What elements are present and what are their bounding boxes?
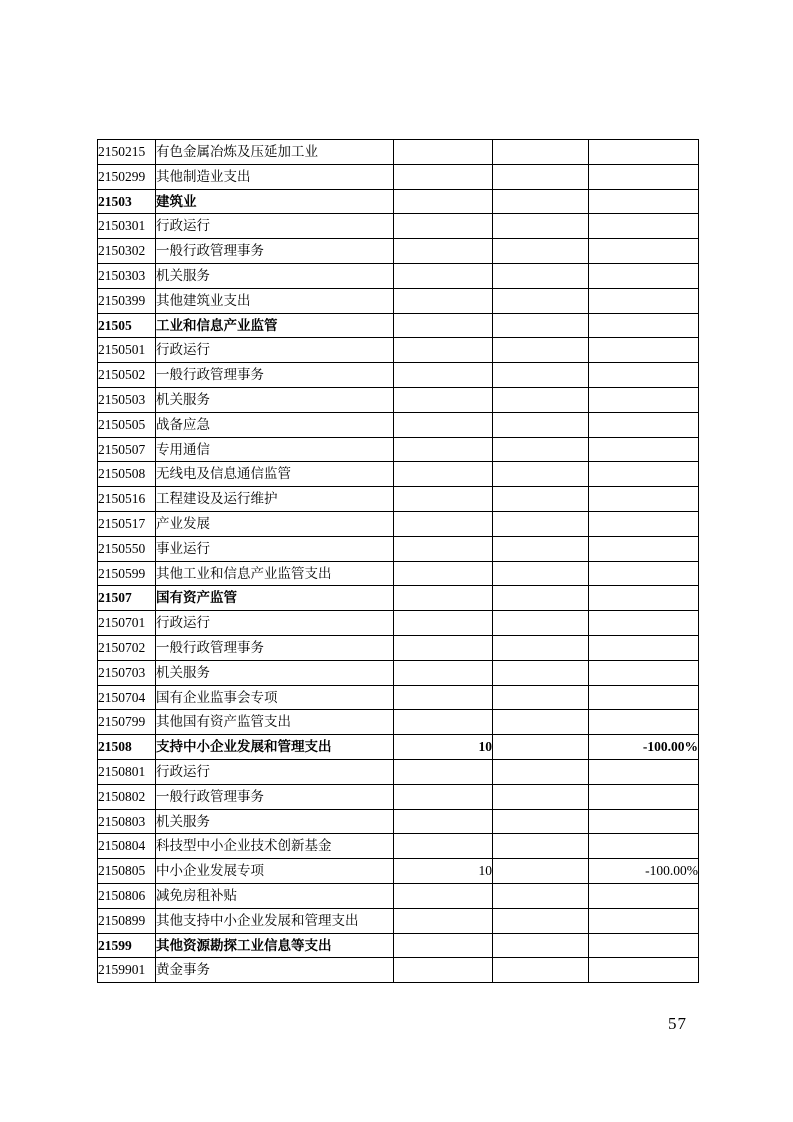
amount-cell: [394, 784, 493, 809]
table-row: [98, 611, 699, 636]
amount-cell: [394, 635, 493, 660]
amount-cell: [394, 239, 493, 264]
budget-code-cell: 21508: [98, 735, 156, 760]
budget-code-cell: 2150501: [98, 338, 156, 363]
empty-cell: [493, 140, 589, 165]
budget-code-cell: 2150507: [98, 437, 156, 462]
table-row: [98, 387, 699, 412]
amount-cell: [394, 660, 493, 685]
empty-cell: [493, 710, 589, 735]
percent-cell: [589, 759, 699, 784]
percent-cell: [589, 834, 699, 859]
budget-code-cell: 2150508: [98, 462, 156, 487]
budget-name-cell: 建筑业: [156, 189, 394, 214]
budget-name-cell: 无线电及信息通信监管: [156, 462, 394, 487]
empty-cell: [493, 859, 589, 884]
amount-cell: [394, 933, 493, 958]
budget-code-cell: 2150302: [98, 239, 156, 264]
percent-cell: [589, 561, 699, 586]
budget-code-cell: 2150805: [98, 859, 156, 884]
table-row: [98, 883, 699, 908]
empty-cell: [493, 561, 589, 586]
budget-code-cell: 2150517: [98, 511, 156, 536]
percent-cell: [589, 363, 699, 388]
budget-code-cell: 2150799: [98, 710, 156, 735]
budget-code-cell: 2150703: [98, 660, 156, 685]
budget-name-cell: 行政运行: [156, 214, 394, 239]
percent-cell: [589, 511, 699, 536]
budget-name-cell: 其他资源勘探工业信息等支出: [156, 933, 394, 958]
budget-code-cell: 2150215: [98, 140, 156, 165]
budget-name-cell: 中小企业发展专项: [156, 859, 394, 884]
percent-cell: [589, 933, 699, 958]
percent-cell: [589, 635, 699, 660]
percent-cell: [589, 412, 699, 437]
budget-table: [97, 139, 699, 983]
amount-cell: [394, 685, 493, 710]
budget-code-cell: 21505: [98, 313, 156, 338]
amount-cell: [394, 313, 493, 338]
amount-cell: [394, 189, 493, 214]
budget-name-cell: 工业和信息产业监管: [156, 313, 394, 338]
budget-code-cell: 2150516: [98, 487, 156, 512]
budget-code-cell: 2150701: [98, 611, 156, 636]
empty-cell: [493, 660, 589, 685]
amount-cell: [394, 164, 493, 189]
table-row: [98, 412, 699, 437]
budget-name-cell: 减免房租补贴: [156, 883, 394, 908]
budget-code-cell: 21599: [98, 933, 156, 958]
empty-cell: [493, 611, 589, 636]
budget-code-cell: 2150599: [98, 561, 156, 586]
amount-cell: [394, 834, 493, 859]
empty-cell: [493, 338, 589, 363]
amount-cell: [394, 462, 493, 487]
budget-name-cell: 一般行政管理事务: [156, 635, 394, 660]
budget-name-cell: 事业运行: [156, 536, 394, 561]
percent-cell: [589, 140, 699, 165]
table-row: [98, 908, 699, 933]
empty-cell: [493, 933, 589, 958]
table-row: [98, 214, 699, 239]
amount-cell: [394, 387, 493, 412]
table-row: [98, 958, 699, 983]
budget-code-cell: 2150301: [98, 214, 156, 239]
budget-code-cell: 2150502: [98, 363, 156, 388]
amount-cell: 10: [394, 735, 493, 760]
empty-cell: [493, 214, 589, 239]
percent-cell: [589, 710, 699, 735]
budget-code-cell: 2150803: [98, 809, 156, 834]
budget-code-cell: 2150399: [98, 288, 156, 313]
amount-cell: [394, 338, 493, 363]
percent-cell: [589, 164, 699, 189]
budget-name-cell: 行政运行: [156, 611, 394, 636]
amount-cell: [394, 908, 493, 933]
empty-cell: [493, 586, 589, 611]
table-row: [98, 239, 699, 264]
budget-name-cell: 支持中小企业发展和管理支出: [156, 735, 394, 760]
table-row: [98, 586, 699, 611]
table-row: [98, 536, 699, 561]
table-row: [98, 784, 699, 809]
percent-cell: [589, 883, 699, 908]
amount-cell: [394, 437, 493, 462]
table-row: [98, 735, 699, 760]
table-row: [98, 313, 699, 338]
budget-name-cell: 其他工业和信息产业监管支出: [156, 561, 394, 586]
amount-cell: [394, 586, 493, 611]
budget-name-cell: 一般行政管理事务: [156, 239, 394, 264]
amount-cell: [394, 536, 493, 561]
budget-name-cell: 行政运行: [156, 338, 394, 363]
table-row: [98, 338, 699, 363]
amount-cell: [394, 883, 493, 908]
budget-name-cell: 有色金属冶炼及压延加工业: [156, 140, 394, 165]
percent-cell: [589, 784, 699, 809]
empty-cell: [493, 387, 589, 412]
budget-name-cell: 机关服务: [156, 387, 394, 412]
budget-name-cell: 黄金事务: [156, 958, 394, 983]
budget-name-cell: 专用通信: [156, 437, 394, 462]
table-row: [98, 685, 699, 710]
table-row: [98, 834, 699, 859]
table-row: [98, 363, 699, 388]
empty-cell: [493, 883, 589, 908]
amount-cell: [394, 611, 493, 636]
budget-name-cell: 行政运行: [156, 759, 394, 784]
empty-cell: [493, 635, 589, 660]
empty-cell: [493, 784, 589, 809]
page-number: 57: [668, 1014, 687, 1033]
budget-code-cell: 2150303: [98, 263, 156, 288]
empty-cell: [493, 487, 589, 512]
percent-cell: [589, 189, 699, 214]
empty-cell: [493, 462, 589, 487]
budget-name-cell: 其他支持中小企业发展和管理支出: [156, 908, 394, 933]
budget-name-cell: 其他国有资产监管支出: [156, 710, 394, 735]
empty-cell: [493, 189, 589, 214]
budget-name-cell: 其他建筑业支出: [156, 288, 394, 313]
budget-name-cell: 机关服务: [156, 263, 394, 288]
empty-cell: [493, 685, 589, 710]
percent-cell: [589, 387, 699, 412]
empty-cell: [493, 908, 589, 933]
percent-cell: [589, 611, 699, 636]
budget-code-cell: 2150505: [98, 412, 156, 437]
budget-code-cell: 21503: [98, 189, 156, 214]
budget-code-cell: 21507: [98, 586, 156, 611]
amount-cell: [394, 412, 493, 437]
budget-name-cell: 国有资产监管: [156, 586, 394, 611]
budget-name-cell: 国有企业监事会专项: [156, 685, 394, 710]
percent-cell: [589, 536, 699, 561]
table-row: [98, 487, 699, 512]
percent-cell: [589, 338, 699, 363]
empty-cell: [493, 288, 589, 313]
percent-cell: [589, 586, 699, 611]
amount-cell: [394, 759, 493, 784]
budget-name-cell: 科技型中小企业技术创新基金: [156, 834, 394, 859]
budget-code-cell: 2150702: [98, 635, 156, 660]
table-row: [98, 140, 699, 165]
budget-code-cell: 2150704: [98, 685, 156, 710]
table-row: [98, 189, 699, 214]
empty-cell: [493, 313, 589, 338]
table-row: [98, 511, 699, 536]
amount-cell: [394, 710, 493, 735]
amount-cell: [394, 288, 493, 313]
budget-name-cell: 一般行政管理事务: [156, 363, 394, 388]
table-row: [98, 288, 699, 313]
budget-code-cell: 2150503: [98, 387, 156, 412]
percent-cell: [589, 958, 699, 983]
budget-name-cell: 产业发展: [156, 511, 394, 536]
percent-cell: [589, 809, 699, 834]
amount-cell: [394, 140, 493, 165]
empty-cell: [493, 363, 589, 388]
amount-cell: [394, 958, 493, 983]
percent-cell: [589, 462, 699, 487]
empty-cell: [493, 511, 589, 536]
table-row: [98, 437, 699, 462]
amount-cell: [394, 363, 493, 388]
empty-cell: [493, 735, 589, 760]
table-row: [98, 759, 699, 784]
percent-cell: [589, 239, 699, 264]
percent-cell: [589, 908, 699, 933]
empty-cell: [493, 437, 589, 462]
percent-cell: [589, 288, 699, 313]
amount-cell: [394, 214, 493, 239]
amount-cell: [394, 487, 493, 512]
budget-code-cell: 2150802: [98, 784, 156, 809]
budget-code-cell: 2150550: [98, 536, 156, 561]
table-row: [98, 635, 699, 660]
budget-code-cell: 2150899: [98, 908, 156, 933]
percent-cell: [589, 437, 699, 462]
table-row: [98, 933, 699, 958]
empty-cell: [493, 412, 589, 437]
budget-name-cell: 一般行政管理事务: [156, 784, 394, 809]
percent-cell: [589, 685, 699, 710]
amount-cell: [394, 511, 493, 536]
budget-code-cell: 2150299: [98, 164, 156, 189]
budget-name-cell: 机关服务: [156, 660, 394, 685]
empty-cell: [493, 239, 589, 264]
table-row: [98, 809, 699, 834]
empty-cell: [493, 164, 589, 189]
empty-cell: [493, 263, 589, 288]
empty-cell: [493, 536, 589, 561]
amount-cell: 10: [394, 859, 493, 884]
percent-cell: [589, 263, 699, 288]
table-row: [98, 710, 699, 735]
budget-code-cell: 2150804: [98, 834, 156, 859]
budget-code-cell: 2150801: [98, 759, 156, 784]
table-row: [98, 660, 699, 685]
table-row: [98, 263, 699, 288]
percent-cell: [589, 487, 699, 512]
percent-cell: [589, 660, 699, 685]
empty-cell: [493, 759, 589, 784]
budget-table-body: [98, 140, 699, 983]
budget-name-cell: 工程建设及运行维护: [156, 487, 394, 512]
budget-name-cell: 机关服务: [156, 809, 394, 834]
empty-cell: [493, 809, 589, 834]
empty-cell: [493, 834, 589, 859]
amount-cell: [394, 561, 493, 586]
budget-name-cell: 其他制造业支出: [156, 164, 394, 189]
table-row: [98, 164, 699, 189]
table-row: [98, 561, 699, 586]
budget-code-cell: 2150806: [98, 883, 156, 908]
percent-cell: [589, 214, 699, 239]
table-row: [98, 859, 699, 884]
percent-cell: -100.00%: [589, 735, 699, 760]
budget-code-cell: 2159901: [98, 958, 156, 983]
amount-cell: [394, 809, 493, 834]
table-row: [98, 462, 699, 487]
percent-cell: [589, 313, 699, 338]
percent-cell: -100.00%: [589, 859, 699, 884]
budget-name-cell: 战备应急: [156, 412, 394, 437]
amount-cell: [394, 263, 493, 288]
empty-cell: [493, 958, 589, 983]
